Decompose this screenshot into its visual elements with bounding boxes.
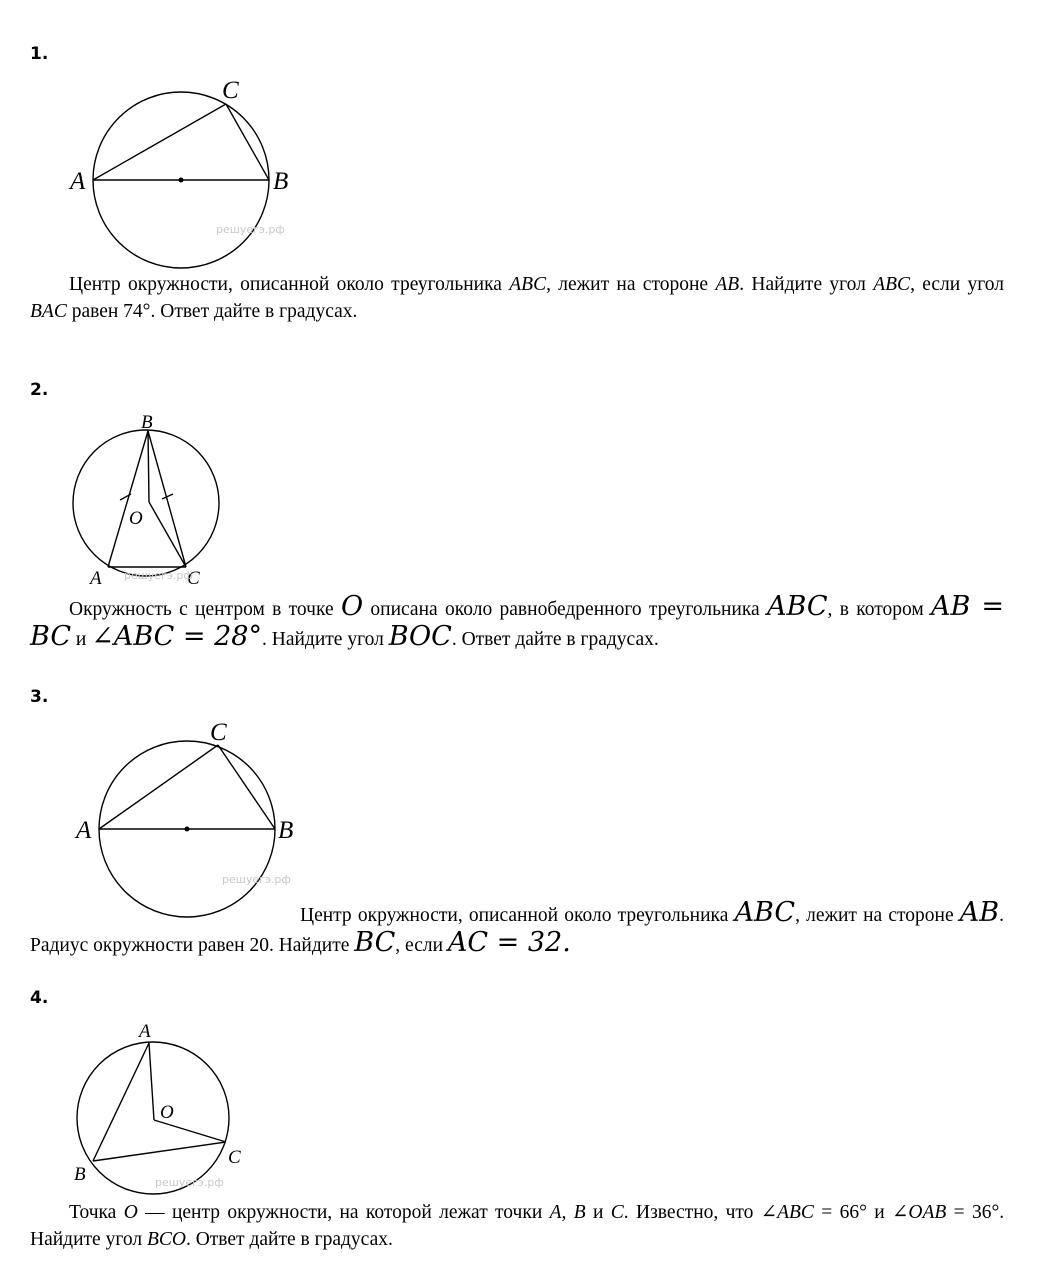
problem-3-text: Центр окружности, описанной около треугольника ABC, лежит на стороне AB. Радиус окружности равен 20. Найдите BC, если AC = 32. bbox=[30, 897, 1004, 958]
label-b: B bbox=[74, 1164, 86, 1185]
problem-1-text: Центр окружности, описанной около треугольника ABC, лежит на стороне AB. Найдите угол ABC, если угол BAC равен 74°. Ответ дайте в градусах. bbox=[30, 274, 1004, 322]
watermark: решуегэ.рф bbox=[124, 569, 193, 582]
label-c: C bbox=[228, 1147, 241, 1168]
problem-2-number: 2. bbox=[30, 380, 49, 400]
problem-1-number: 1. bbox=[30, 44, 49, 64]
circumcircle bbox=[77, 1042, 229, 1194]
label-o: O bbox=[160, 1102, 174, 1123]
label-b: B bbox=[141, 412, 153, 433]
label-a: A bbox=[90, 568, 102, 589]
label-a: A bbox=[139, 1021, 151, 1042]
label-a: A bbox=[70, 168, 86, 195]
label-c: C bbox=[187, 568, 200, 589]
label-c: C bbox=[222, 77, 239, 104]
label-a: A bbox=[76, 817, 92, 844]
label-b: B bbox=[278, 817, 294, 844]
label-b: B bbox=[273, 168, 289, 195]
segment-ab bbox=[93, 1043, 149, 1161]
segment-bc bbox=[93, 1142, 226, 1161]
watermark: решуегэ.рф bbox=[222, 873, 291, 886]
watermark: решуегэ.рф bbox=[155, 1176, 224, 1189]
problem-4-text: Точка O — центр окружности, на которой лежат точки A, B и C. Известно, что ∠ABC = 66° и ∠OAB = 36°. Найдите угол BCO. Ответ дайте в градусах. bbox=[30, 1202, 1005, 1250]
label-o: O bbox=[129, 508, 143, 529]
problem-2-text: Окружность с центром в точке O описана около равнобедренного треугольника ABC, в котором AB = BC и ∠ABC = 28°. Найдите угол BOC. Ответ дайте в градусах. bbox=[30, 591, 1005, 652]
segment-oc bbox=[154, 1120, 226, 1142]
watermark: решуегэ.рф bbox=[216, 223, 285, 236]
problem-3-number: 3. bbox=[30, 687, 49, 707]
label-c: C bbox=[210, 719, 227, 746]
problem-4-number: 4. bbox=[30, 988, 49, 1008]
segment-ao bbox=[149, 1043, 154, 1120]
